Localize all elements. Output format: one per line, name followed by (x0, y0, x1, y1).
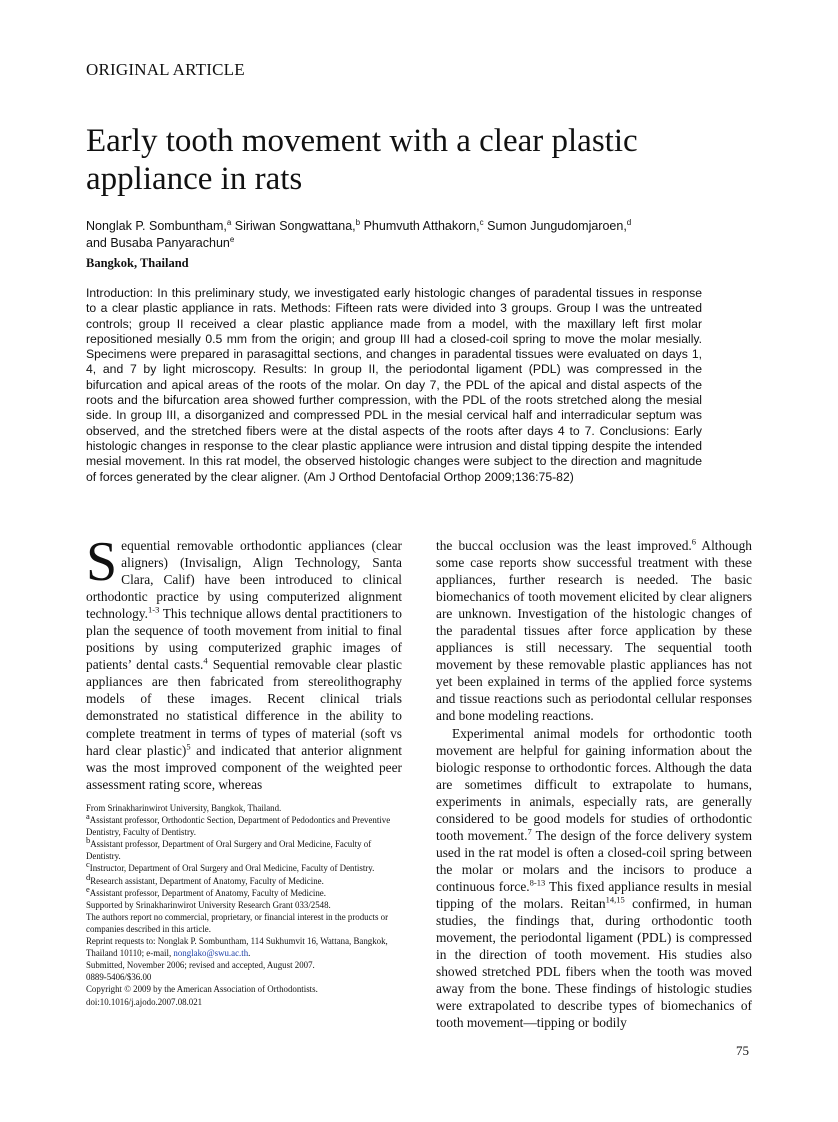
footnote: Supported by Srinakharinwirot University Research Grant 033/2548. (86, 899, 331, 910)
footnote-text: Reprint requests to: Nonglak P. Sombuntham, 114 Sukhumvit 16, Wattana, Bangkok, Thailand 10110; e-mail, (86, 936, 388, 959)
footnote (86, 883, 402, 899)
body-paragraph (86, 531, 402, 793)
citation: 14,15 (605, 894, 625, 905)
body-text: Although some case reports show successful treatment with these appliances, further research is needed. The basic biomechanics of tooth movement elicited by clear aligners are unknown. Investigation of the histologic changes of the paradental tissues after force application by these appliances is still necessary. The sequential tooth movement by these removable plastic appliances has not yet been explained in terms of the applied force systems and tissue reactions such as periodontal cellular responses and bone modeling reactions. (436, 538, 752, 724)
affiliation-marker: e (86, 883, 90, 894)
footnote: The authors report no commercial, proprietary, or financial interest in the products or companies described in this article. (86, 911, 389, 934)
author-name: and Busaba Panyarachun (86, 236, 230, 250)
footnotes (86, 802, 402, 1008)
citation: 1-3 (147, 604, 160, 615)
footnote: From Srinakharinwirot University, Bangkok, Thailand. (86, 803, 282, 813)
footnote-text: Assistant professor, Department of Oral Surgery and Oral Medicine, Faculty of Dentistry. (86, 839, 372, 862)
footnote-text: Research assistant, Department of Anatomy, Faculty of Medicine. (90, 875, 324, 886)
email-link[interactable]: nonglako@swu.ac.th (173, 948, 249, 959)
body-text: This technique allows dental practitioners to plan the sequence of tooth movement from initial to final positions by using computerized graphic images of patients’ dental casts. (86, 606, 402, 673)
affiliation-marker: e (229, 234, 235, 244)
body-column-right (436, 537, 752, 1031)
affiliation-marker: c (479, 217, 484, 227)
affiliation-marker: b (86, 835, 91, 846)
body-text: This fixed appliance results in mesial tipping of the molars. Reitan (436, 878, 753, 911)
affiliation-marker: c (86, 859, 90, 870)
body-paragraph (436, 725, 752, 1032)
author-location: Bangkok, Thailand (86, 256, 189, 270)
footnote: doi:10.1016/j.ajodo.2007.08.021 (86, 996, 203, 1007)
footnote: Copyright © 2009 by the American Association of Orthodontists. (86, 984, 318, 995)
drop-cap: S (86, 531, 118, 593)
author-name: Phumvuth Atthakorn, (360, 219, 480, 233)
footnote (86, 811, 402, 838)
article-title: Early tooth movement with a clear plastic appliance in rats (86, 123, 638, 197)
citation: 7 (527, 826, 532, 837)
body-text: The design of the force delivery system used in the rat model is often a closed-coil spring between the molar or molars and the incisors to produce a continuous force. (436, 827, 752, 894)
footnote (86, 835, 402, 862)
footnote-text: Assistant professor, Department of Anatomy, Faculty of Medicine. (89, 887, 326, 898)
author-name: Sumon Jungudomjaroen, (483, 219, 627, 233)
author-name: Nonglak P. Sombuntham, (86, 219, 227, 233)
citation: 8-13 (529, 877, 546, 888)
citation: 5 (186, 741, 191, 752)
footnote: 0889-5406/$36.00 (86, 972, 152, 983)
body-text: and indicated that anterior alignment was the most improved component of the weighted peer assessment rating score, whereas (86, 742, 402, 792)
footnote-text: . (248, 948, 251, 959)
citation: 4 (203, 655, 208, 666)
footnote (86, 859, 402, 874)
footnote-text: Instructor, Department of Oral Surgery and Oral Medicine, Faculty of Dentistry. (89, 863, 375, 874)
body-text: Experimental animal models for orthodontic tooth movement are helpful for gaining information about the biologic response to orthodontic forces. Although the data are sometimes difficult to extrapolate to humans, experiments in animals, especially rats, are generally considered to be good models for studies of orthodontic tooth movement. (436, 725, 752, 843)
section-label: ORIGINAL ARTICLE (86, 60, 245, 79)
citation: 6 (691, 536, 697, 547)
footnote-text: Assistant professor, Orthodontic Section, Department of Pedodontics and Preventive Dentistry, Faculty of Dentistry. (86, 815, 391, 838)
body-text: the buccal occlusion was the least improved. (436, 538, 692, 553)
body-column-left (86, 531, 402, 793)
page-number: 75 (736, 1043, 749, 1058)
body-text: confirmed, in human studies, the findings that, during orthodontic tooth movement, the periodontal ligament (PDL) is compressed in the direction of tooth movement. His studies also showed stretched PDL fibers when the tooth was moved away from the bone. These findings of histologic studies were extrapolated to describe types of biomechanics of tooth movement—tipping or bodily (436, 895, 752, 1031)
affiliation-marker: d (86, 871, 91, 882)
affiliation-marker: b (355, 217, 361, 227)
abstract: Introduction: In this preliminary study, we investigated early histologic changes of paradental tissues in response to a clear plastic appliance in rats. Methods: Fifteen rats were divided into 3 groups. Group I was the untreated controls; group II received a clear plastic appliance made from a model, with the maxillary left first molar repositioned mesially 0.5 mm from the origin; and group III had a closed-coil spring to move the molar mesially. Specimens were prepared in parasagittal sections, and changes in paradental tissues were evaluated on days 1, 4, and 7 by light microscopy. Results: In group II, the periodontal ligament (PDL) was compressed in the bifurcation and apical areas of the roots of the molar. On day 7, the PDL of the apical and distal aspects of the roots and the bifurcation area showed further compression, with the PDL of the roots stretched along the mesial side. In group III, a disorganized and compressed PDL in the mesial cervical half and interradicular septum was observed, and the stretched fibers were at the distal aspects of the roots after days 4 to 7. Conclusions: Early histologic changes in response to the clear plastic appliance were intrusion and distal tipping despite the intended mesial movement. In this rat model, the observed histologic changes were subject to the direction and magnitude of forces generated by the clear aligner. (Am J Orthod Dentofacial Orthop 2009;136:75-82) (86, 286, 702, 484)
affiliation-marker: a (86, 811, 90, 822)
body-text: equential removable orthodontic appliances (clear aligners) (Invisalign, Align Technology, Santa Clara, Calif) have been introduced to clinical orthodontic practice by using computerized alignment technology. (86, 538, 402, 622)
affiliation-marker: a (226, 217, 232, 227)
body-text: Sequential removable clear plastic appliances are then fabricated from stereolithography models of these images. Recent clinical trials demonstrated no statistical difference in the ability to complete treatment in terms of types of material (soft vs hard clear plastic) (86, 657, 402, 758)
author-list (86, 218, 736, 252)
footnote (86, 935, 402, 959)
affiliation-marker: d (626, 217, 632, 227)
body-paragraph (436, 537, 752, 725)
footnote (86, 871, 402, 887)
footnote: Submitted, November 2006; revised and accepted, August 2007. (86, 960, 315, 971)
author-name: Siriwan Songwattana, (231, 219, 356, 233)
